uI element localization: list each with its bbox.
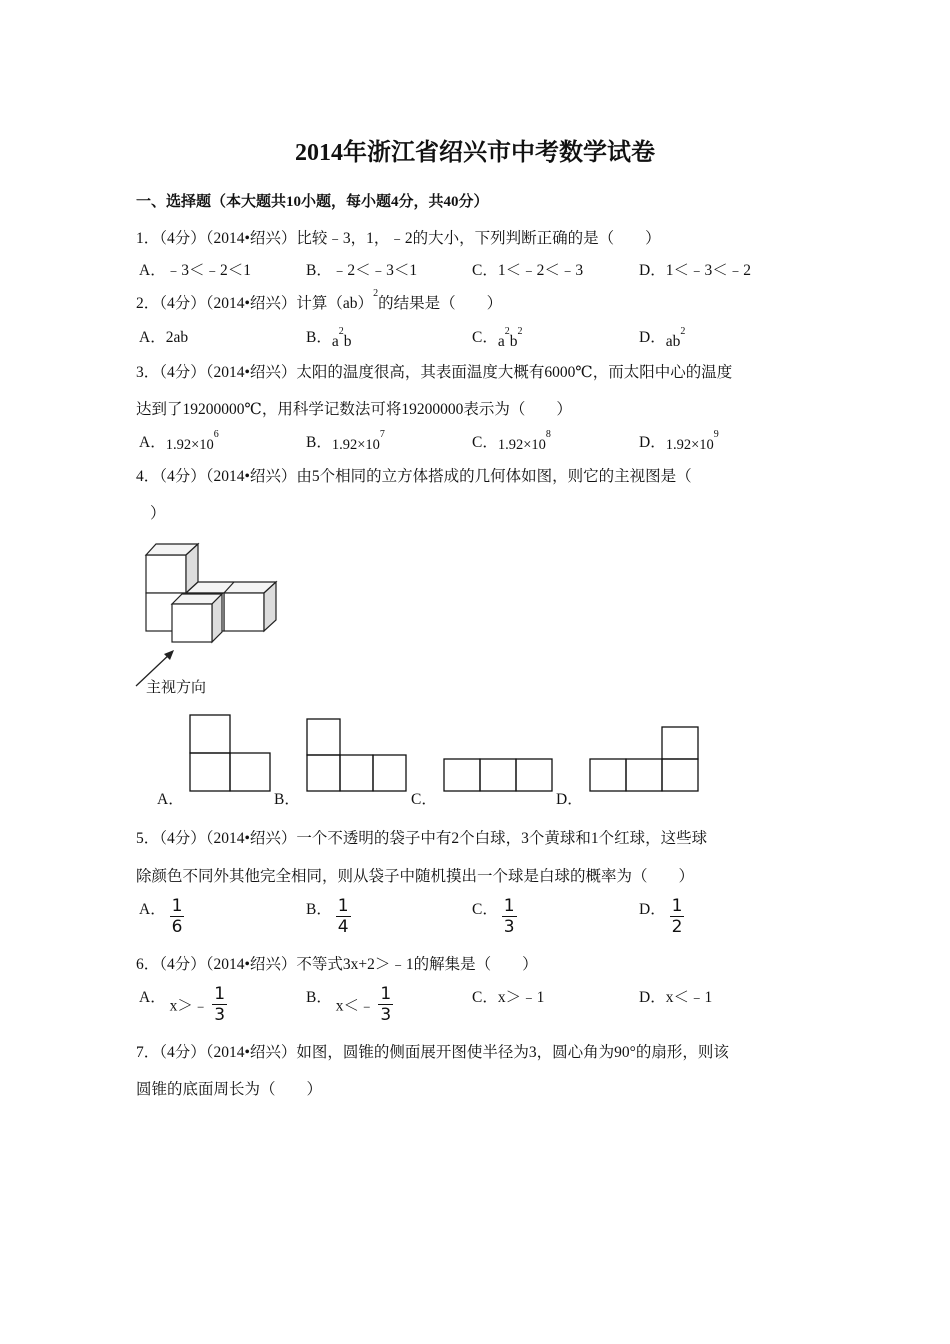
question-3-line-1: 3．（4分）（2014•绍兴）太阳的温度很高，其表面温度大概有6000℃，而太阳中心的温度 <box>136 364 733 381</box>
question-1-stem: 1．（4分）（2014•绍兴）比较﹣3，1，﹣2的大小，下列判断正确的是（ ） <box>136 230 661 247</box>
question-4-line-2: ） <box>150 505 166 522</box>
q6-option-a: A． x＞﹣ $\frac{1}{3}$ <box>139 984 226 1025</box>
q1-option-d: D．1＜﹣3＜﹣2 <box>639 262 751 279</box>
q1-option-a: A．﹣3＜﹣2＜1 <box>139 262 251 279</box>
q5-option-b: B． $\frac{1}{4}$ <box>306 896 349 937</box>
q3-option-d: D．$1.92\times 10^9$ <box>639 429 719 453</box>
q4-option-b-view <box>306 718 408 792</box>
q4-option-d-label: D． <box>556 791 583 808</box>
q4-option-c-view <box>443 758 553 792</box>
q5-option-a: A． $\frac{1}{6}$ <box>139 896 183 937</box>
question-7-line-2: 圆锥的底面周长为（ ） <box>136 1081 323 1098</box>
q2-option-a: A．2ab <box>139 329 189 346</box>
q4-option-a-label: A． <box>157 791 184 808</box>
q3-option-b: B．$1.92\times 10^7$ <box>306 429 385 453</box>
q5-option-d: D． $\frac{1}{2}$ <box>639 896 683 937</box>
q2-option-d: D．$ab^2$ <box>639 326 686 350</box>
q6-option-c: C．x＞﹣1 <box>472 989 545 1006</box>
q6-option-b: B． x＜﹣ $\frac{1}{3}$ <box>306 984 392 1025</box>
section-heading: 一、选择题（本大题共10小题，每小题4分，共40分） <box>136 194 489 210</box>
q4-option-b-label: B． <box>274 791 300 808</box>
cube-solid-figure <box>130 538 290 688</box>
question-4-line-1: 4．（4分）（2014•绍兴）由5个相同的立方体搭成的几何体如图，则它的主视图是（ <box>136 468 692 485</box>
q4-option-c-label: C． <box>411 791 437 808</box>
question-7-line-1: 7．（4分）（2014•绍兴）如图，圆锥的侧面展开图使半径为3，圆心角为90°的扇形，则该 <box>136 1044 729 1061</box>
q4-option-d-view <box>589 726 700 792</box>
page-title: 2014年浙江省绍兴市中考数学试卷 <box>295 140 655 166</box>
q6-option-d: D．x＜﹣1 <box>639 989 713 1006</box>
q2-option-b: B．$a^2b$ <box>306 326 352 350</box>
q5-option-c: C． $\frac{1}{3}$ <box>472 896 515 937</box>
q2-option-c: C．$a^2b^2$ <box>472 326 523 350</box>
question-5-line-1: 5．（4分）（2014•绍兴）一个不透明的袋子中有2个白球，3个黄球和1个红球，这些球 <box>136 830 708 847</box>
q4-option-a-view <box>189 714 271 792</box>
q1-option-b: B．﹣2＜﹣3＜1 <box>306 262 418 279</box>
view-direction-label: 主视方向 <box>146 678 207 696</box>
q3-option-c: C．$1.92\times 10^8$ <box>472 429 551 453</box>
question-3-line-2: 达到了19200000℃，用科学记数法可将19200000表示为（ ） <box>136 401 572 418</box>
question-2-stem: 2．（4分）（2014•绍兴）计算（ab）$^2$的结果是（ ） <box>136 288 503 312</box>
question-6-stem: 6．（4分）（2014•绍兴）不等式3x+2＞﹣1的解集是（ ） <box>136 956 538 973</box>
question-5-line-2: 除颜色不同外其他完全相同，则从袋子中随机摸出一个球是白球的概率为（ ） <box>136 868 695 885</box>
q3-option-a: A．$1.92\times 10^6$ <box>139 429 219 453</box>
q1-option-c: C．1＜﹣2＜﹣3 <box>472 262 584 279</box>
